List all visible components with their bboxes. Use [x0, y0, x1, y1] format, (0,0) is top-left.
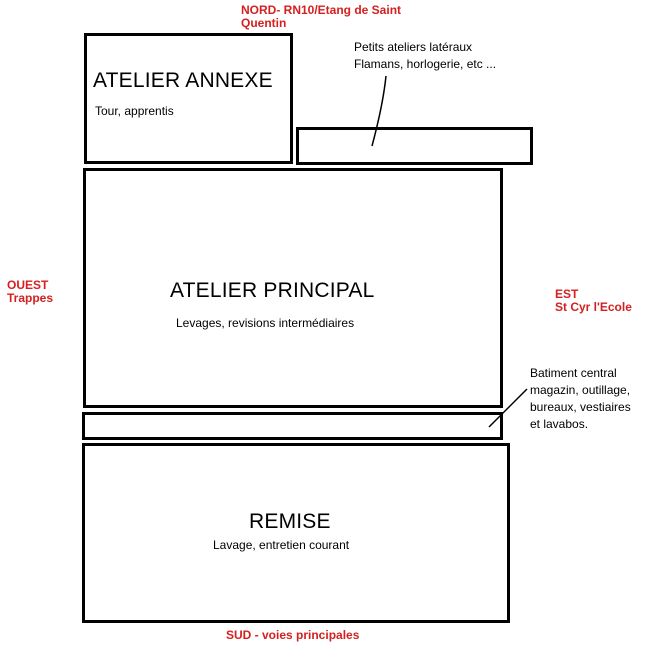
- north-label-line2: Quentin: [241, 16, 287, 30]
- petits-ateliers-note-line2: Flamans, horlogerie, etc ...: [354, 57, 497, 71]
- atelier-principal-title: ATELIER PRINCIPAL: [170, 279, 375, 302]
- batiment-central-leader-line: [489, 389, 527, 427]
- west-label-line1: OUEST: [7, 278, 49, 292]
- atelier-principal-subtitle: Levages, revisions intermédiaires: [176, 316, 355, 330]
- batiment-central-note-line4: et lavabos.: [530, 417, 589, 431]
- petits-ateliers-leader-line: [372, 76, 386, 146]
- east-label-line1: EST: [555, 287, 579, 301]
- remise-title: REMISE: [249, 510, 331, 533]
- atelier-annexe-title: ATELIER ANNEXE: [93, 69, 273, 92]
- batiment-central-note-line3: bureaux, vestiaires: [530, 400, 631, 414]
- petits-ateliers-note-line1: Petits ateliers latéraux: [354, 40, 473, 54]
- batiment-central-note-line1: Batiment central: [530, 366, 617, 380]
- east-label-line2: St Cyr l'Ecole: [555, 300, 632, 314]
- batiment-central-note-line2: magazin, outillage,: [530, 383, 631, 397]
- south-label-line1: SUD - voies principales: [226, 628, 360, 642]
- north-label-line1: NORD- RN10/Etang de Saint: [241, 3, 402, 17]
- west-label-line2: Trappes: [7, 291, 54, 305]
- atelier-annexe-subtitle: Tour, apprentis: [95, 104, 174, 118]
- remise-subtitle: Lavage, entretien courant: [213, 538, 350, 552]
